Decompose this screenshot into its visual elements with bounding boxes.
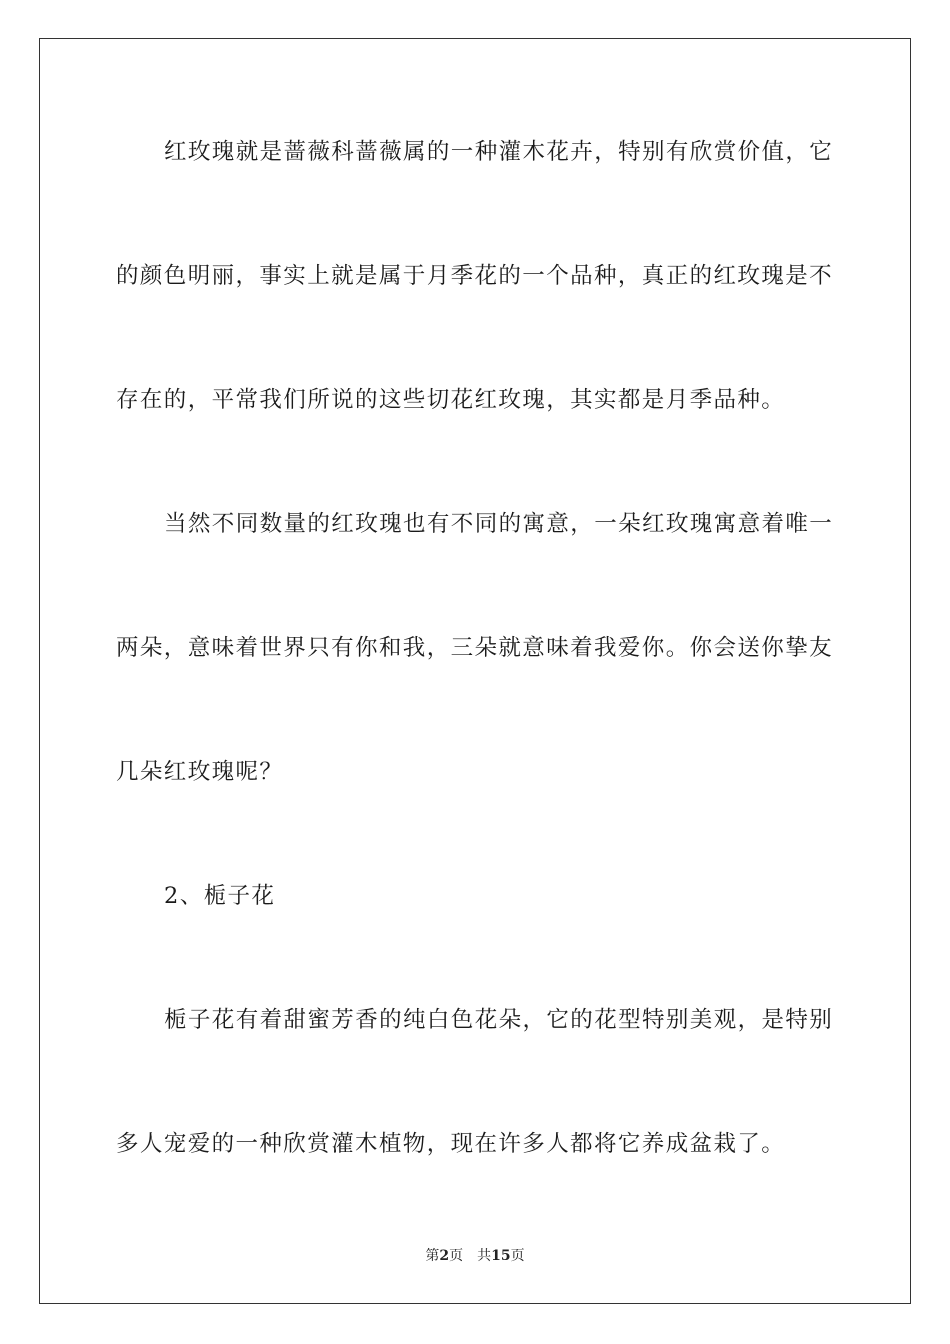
current-page-number: 2 [439,1248,450,1264]
paragraph-2-line-1: 当然不同数量的红玫瑰也有不同的寓意，一朵红玫瑰寓意着唯一 [164,511,834,537]
total-prefix: 共 [477,1248,492,1264]
paragraph-1-line-1: 红玫瑰就是蔷薇科蔷薇属的一种灌木花卉，特别有欣赏价值，它 [164,139,834,165]
paragraph-2-line-2: 两朵，意味着世界只有你和我，三朵就意味着我爱你。你会送你挚友 [116,635,834,661]
paragraph-3-line-2: 多人宠爱的一种欣赏灌木植物，现在许多人都将它养成盆栽了。 [116,1131,786,1157]
paragraph-3-line-1: 栀子花有着甜蜜芳香的纯白色花朵，它的花型特别美观，是特别 [164,1007,834,1033]
paragraph-1-line-3: 存在的，平常我们所说的这些切花红玫瑰，其实都是月季品种。 [116,387,786,413]
total-suffix: 页 [510,1248,525,1264]
paragraph-1-line-2: 的颜色明丽，事实上就是属于月季花的一个品种，真正的红玫瑰是不 [116,263,834,289]
page-footer [0,1246,950,1266]
section-heading: 2、栀子花 [164,883,276,909]
page-border [39,38,911,1304]
page-prefix: 第 [425,1248,440,1264]
paragraph-2-line-3: 几朵红玫瑰呢？ [116,759,284,785]
page-suffix: 页 [449,1248,464,1264]
total-pages-number: 15 [491,1248,511,1264]
